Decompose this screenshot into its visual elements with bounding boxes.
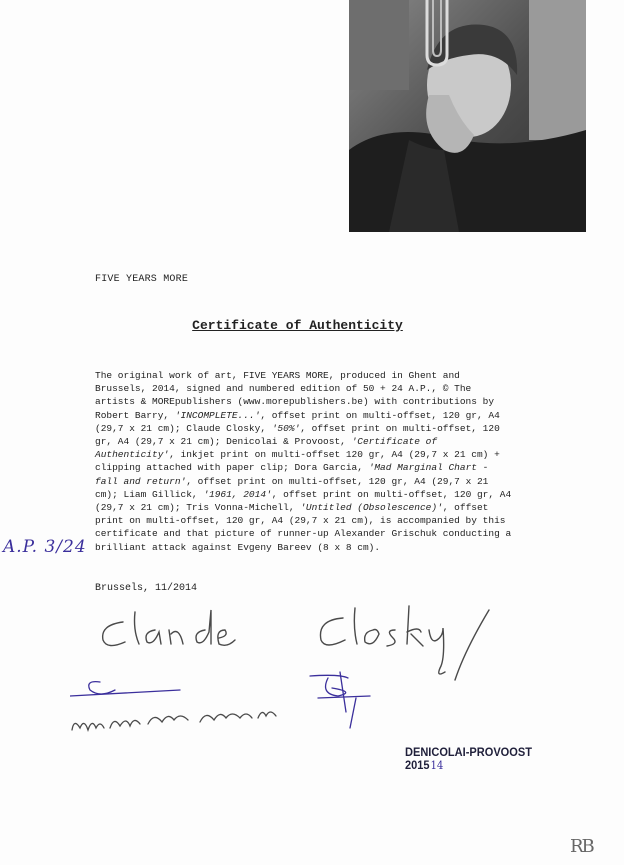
work-title-barry: 'INCOMPLETE...' — [174, 409, 261, 421]
photo-man-thinking — [349, 0, 586, 232]
body-text-1: The original work of art, FIVE YEARS MORE, produced in Ghent and Brussels, 2014, signed and numbered edition of 50 + 24 A.P., © The artists & MOREpublishers (www.morepublishers.be) with contributions by Robert Barry, — [95, 370, 495, 421]
stamp-year-line — [405, 759, 532, 772]
work-title-garcia: 'Mad Marginal Chart - fall and return' — [95, 462, 489, 487]
initials-rb: RB — [570, 836, 593, 857]
body-text-5: , offset print on multi-offset, 120 gr, A4 (29,7 x 21 cm); Liam Gillick, — [95, 475, 489, 500]
body-text-3: , offset print on multi-offset, 120 gr, A4 (29,7 x 21 cm); Denicolai & Provoost, — [95, 422, 500, 448]
body-text-4: , inkjet print on multi-offset 120 gr, A4 (29,7 x 21 cm) + clipping attached with paper clip; Dora Garcia, — [95, 449, 500, 474]
stamp-name: DENICOLAI-PROVOOST — [405, 745, 532, 759]
work-title-gillick: '1961, 2014' — [203, 488, 272, 500]
edition-mark: A.P. 3/24 — [3, 537, 87, 557]
work-title-denicolai: 'Certificate of Authenticity' — [95, 436, 438, 461]
place-date: Brussels, 11/2014 — [95, 583, 198, 594]
work-title-closky: '50%' — [271, 422, 301, 434]
clipped-photo — [349, 0, 586, 232]
stamp-year: 2015 — [405, 758, 430, 772]
certificate-body — [95, 369, 515, 554]
document-header: FIVE YEARS MORE — [95, 274, 189, 285]
signature-scribbles — [70, 668, 410, 748]
work-title-vonna-michell: 'Untitled (Obsolescence)' — [300, 502, 443, 514]
body-text-7: , offset print on multi-offset, 120 gr, A4 (29,7 x 21 cm), is accompanied by this certificate and that picture of runner-up Alexander Grischuk conducting a brilliant attack against Evgeny Bareev (8 x 8 cm). — [95, 502, 512, 553]
denicolai-provoost-stamp — [405, 746, 532, 772]
body-text-6: , offset print on multi-offset, 120 gr, A4 (29,7 x 21 cm); Tris Vonna-Michell, — [95, 488, 512, 514]
certificate-title: Certificate of Authenticity — [192, 318, 403, 333]
body-text-2: , offset print on multi-offset, 120 gr, A4 (29,7 x 21 cm); Claude Closky, — [95, 409, 500, 434]
stamp-year-correction: 14 — [430, 759, 444, 772]
